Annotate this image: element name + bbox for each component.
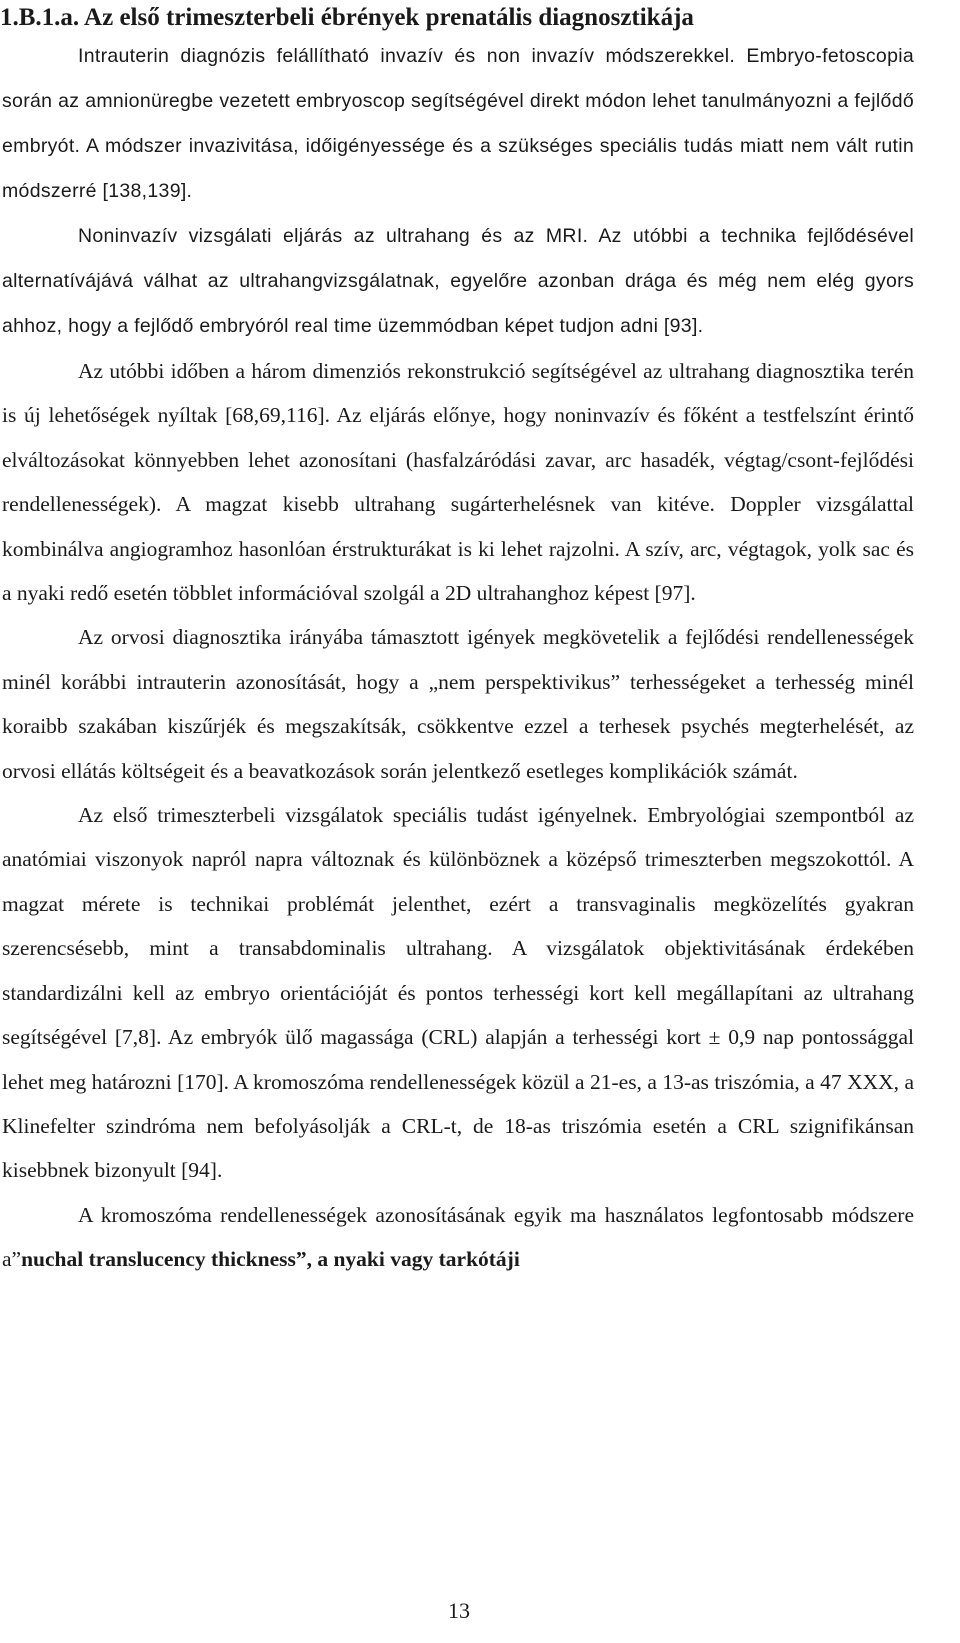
paragraph-6-bold-text: nuchal translucency thickness”, a nyaki vagy tarkótáji xyxy=(21,1247,520,1272)
paragraph-2: Noninvazív vizsgálati eljárás az ultrahang és az MRI. Az utóbbi a technika fejlődésével alternatívájává válhat az ultrahangvizsgálatnak, egyelőre azonban drága és még nem elég gyors ahhoz, hogy a fejlődő embryóról real time üzemmódban képet tudjon adni [93]. xyxy=(2,225,914,337)
paragraph-4: Az orvosi diagnosztika irányába támasztott igények megkövetelik a fejlődési rendellenességek minél korábbi intrauterin azonosítását, hogy a „nem perspektivikus” terhességeket a terhesség minél koraibb szakában kiszűrjék és megszakítsák, csökkentve ezzel a terhesek psychés megterhelését, az orvosi ellátás költségeit és a beavatkozások során jelentkező esetleges komplikációk számát. xyxy=(2,625,914,783)
paragraph-3: Az utóbbi időben a három dimenziós rekonstrukció segítségével az ultrahang diagnosztika terén is új lehetőségek nyíltak [68,69,116]. Az eljárás előnye, hogy noninvazív és főként a testfelszínt érintő elváltozásokat könnyebben lehet azonosítani (hasfalzáródási zavar, arc hasadék, végtag/csont-fejlődési rendellenességek). A magzat kisebb ultrahang sugárterhelésnek van kitéve. Doppler vizsgálattal kombinálva angiogramhoz hasonlóan érstrukturákat is ki lehet rajzolni. A szív, arc, végtagok, yolk sac és a nyaki redő esetén többlet információval szolgál a 2D ultrahanghoz képest [97]. xyxy=(2,359,914,606)
page-number: 13 xyxy=(448,1598,470,1623)
paragraph-6-text: A kromoszóma rendellenességek azonosításának egyik ma használatos legfontosabb módszere a” xyxy=(2,1202,914,1272)
paragraph-1: Intrauterin diagnózis felállítható invazív és non invazív módszerekkel. Embryo-fetoscopia során az amnionüregbe vezetett embryoscop segítségével direkt módon lehet tanulmányozni a fejlődő embryót. A módszer invazivitása, időigényessége és a szükséges speciális tudás miatt nem vált rutin módszerré [138,139]. xyxy=(2,45,914,202)
paragraph-5: Az első trimeszterbeli vizsgálatok speciális tudást igényelnek. Embryológiai szempontból az anatómiai viszonyok napról napra változnak és különböznek a középső trimeszterben megszokottól. A magzat mérete is technikai problémát jelenthet, ezért a transvaginalis megközelítés gyakran szerencsésebb, mint a transabdominalis ultrahang. A vizsgálatok objektivitásának érdekében standardizálni kell az embryo orientációját és pontos terhességi kort kell megállapítani az ultrahang segítségével [7,8]. Az embryók ülő magassága (CRL) alapján a terhességi kort ± 0,9 nap pontossággal lehet meg határozni [170]. A kromoszóma rendellenességek közül a 21-es, a 13-as triszómia, a 47 XXX, a Klinefelter szindróma nem befolyásolják a CRL-t, de 18-as triszómia esetén a CRL szignifikánsan kisebbnek bizonyult [94]. xyxy=(2,803,914,1183)
section-heading: 1.B.1.a. Az első trimeszterbeli ébrények prenatális diagnosztikája xyxy=(0,4,694,31)
body-text xyxy=(2,34,914,1282)
paragraph-6 xyxy=(2,1193,914,1282)
